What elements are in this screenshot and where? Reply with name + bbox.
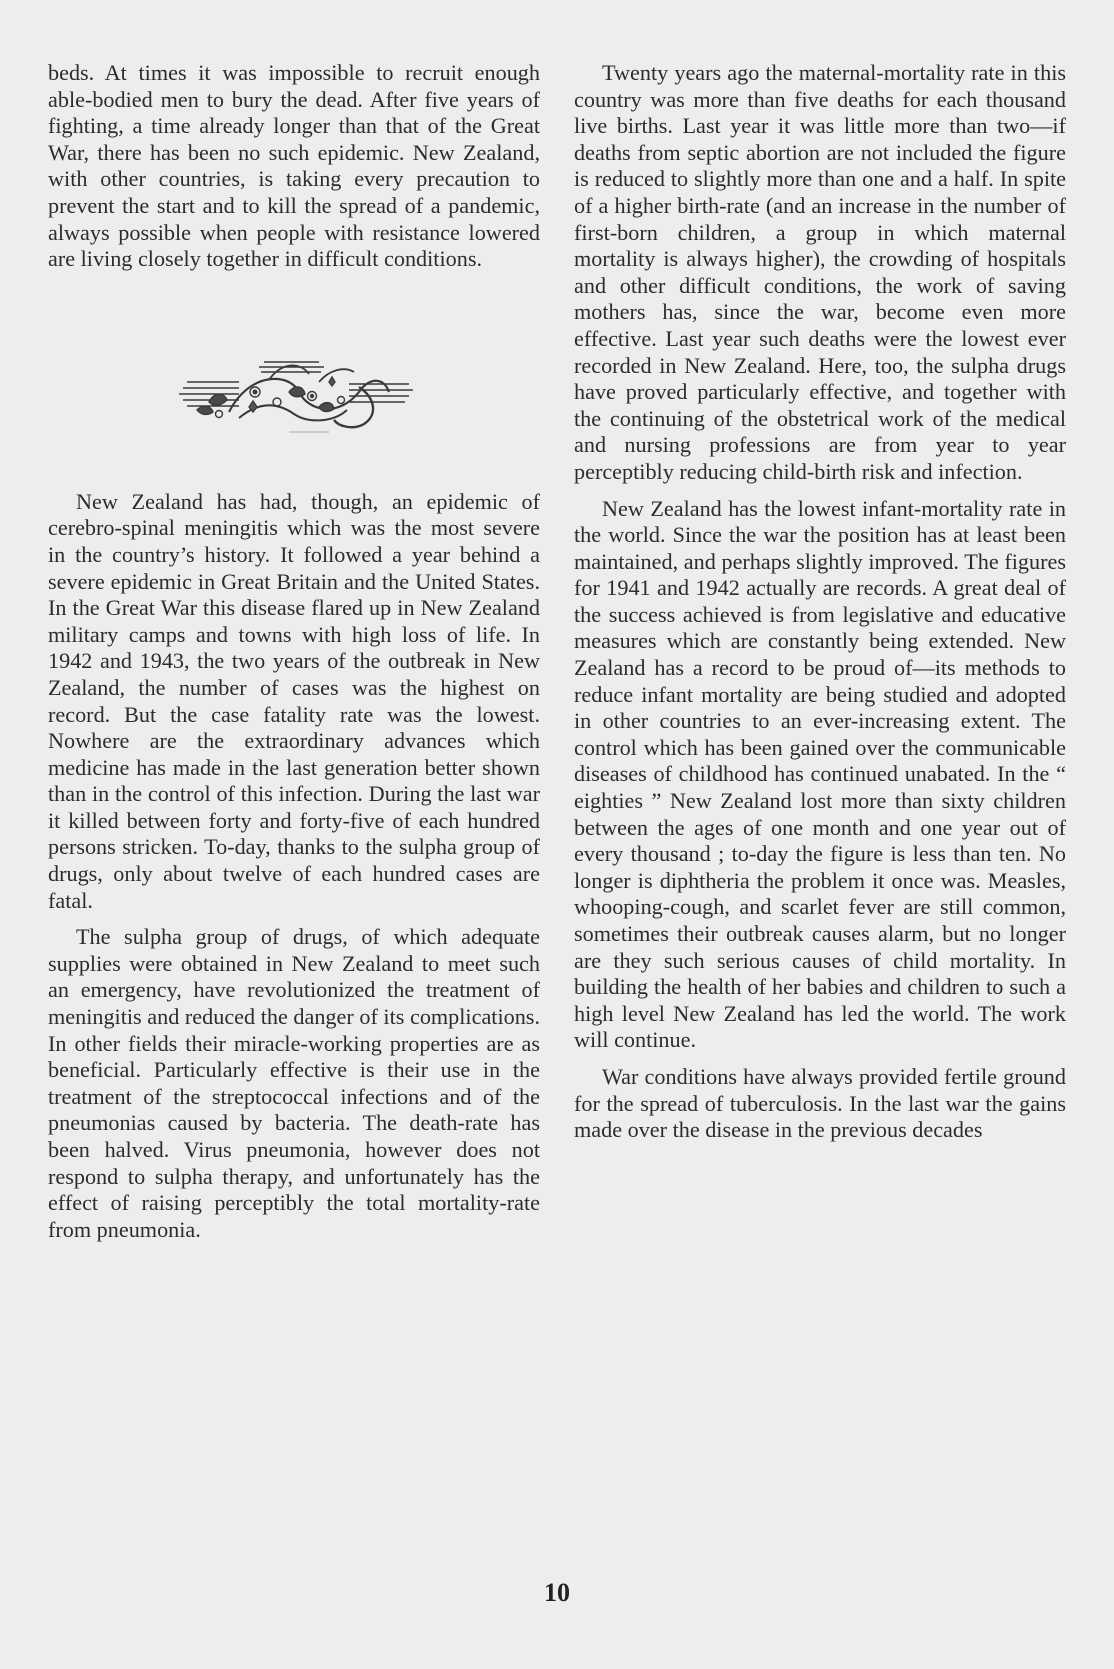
left-paragraph-2: New Zealand has had, though, an epidemic of cerebro-spinal meningitis which was the most severe in the country’s history. It followed a year behind a severe epidemic in Great Britain and the United States. In the Great War this disease flared up in New Zealand military camps and towns with high loss of life. In 1942 and 1943, the two years of the outbreak in New Zealand, the number of cases was the highest on record. But the case fatality rate was the lowest. Nowhere are the extraordinary advances which medicine has made in the last generation better shown than in the control of this infection. During the last war it killed between forty and forty-five of each hundred persons stricken. To-day, thanks to the sulpha group of drugs, only about twelve of each hundred cases are fatal. [48,488,540,913]
left-paragraph-1: beds. At times it was impossible to recruit enough able-bodied men to bury the dead. After five years of fighting, a time already longer than that of the Great War, there has been no such epidemic. New Zealand, with other countries, is taking every precaution to prevent the start and to kill the spread of a pandemic, always possible when people with resistance lowered are living closely together in difficult conditions. [48,60,540,272]
floral-ornament-icon [48,347,540,441]
left-paragraph-3: The sulpha group of drugs, of which adequate supplies were obtained in New Zealand to meet such an emergency, have revolutionized the treatment of meningitis and reduced the danger of its complications. In other fields their miracle-working properties are as beneficial. Particularly effective is their use in the treatment of the streptococcal infections and of the pneumonias caused by bacteria. The death-rate has been halved. Virus pneumonia, however does not respond to sulpha therapy, and unfortunately has the effect of raising perceptibly the total mortality-rate from pneumonia. [48,924,540,1242]
right-paragraph-2: New Zealand has the lowest infant-mortality rate in the world. Since the war the position has at least been maintained, and perhaps slightly improved. The figures for 1941 and 1942 actually are records. A great deal of the success achieved is from legislative and educative measures which are constantly being extended. New Zealand has a record to be proud of—its methods to reduce infant mortality are being studied and adopted in other countries to an ever-increasing extent. The control which has been gained over the communicable diseases of childhood has continued unabated. In the “ eighties ” New Zealand lost more than sixty children between the ages of one month and one year out of every thousand ; to-day the figure is less than ten. No longer is diphtheria the problem it once was. Measles, whooping-cough, and scarlet fever are still common, sometimes their outbreak causes alarm, but no longer are they such serious causes of child mortality. In building the health of her babies and children to such a high level New Zealand has led the world. The work will continue. [574,495,1066,1053]
left-column [48,60,540,1253]
right-paragraph-1: Twenty years ago the maternal-mortality rate in this country was more than five deaths for each thousand live births. Last year it was little more than two—if deaths from septic abortion are not included the figure is reduced to slightly more than one and a half. In spite of a higher birth-rate (and an increase in the number of first-born children, a group in which maternal mortality is always higher), the crowding of hospitals and other difficult conditions, the work of saving mothers has, since the war, become even more effective. Last year such deaths were the lowest ever recorded in New Zealand. Here, too, the sulpha drugs have proved particularly effective, and together with the continuing of the obstetrical work of the medical and nursing professions are from year to year perceptibly reducing child-birth risk and infection. [574,60,1066,484]
right-paragraph-3: War conditions have always provided fertile ground for the spread of tuberculosis. In the last war the gains made over the disease in the previous decades [574,1063,1066,1143]
right-column [574,60,1066,1154]
page-number: 10 [544,1578,570,1607]
